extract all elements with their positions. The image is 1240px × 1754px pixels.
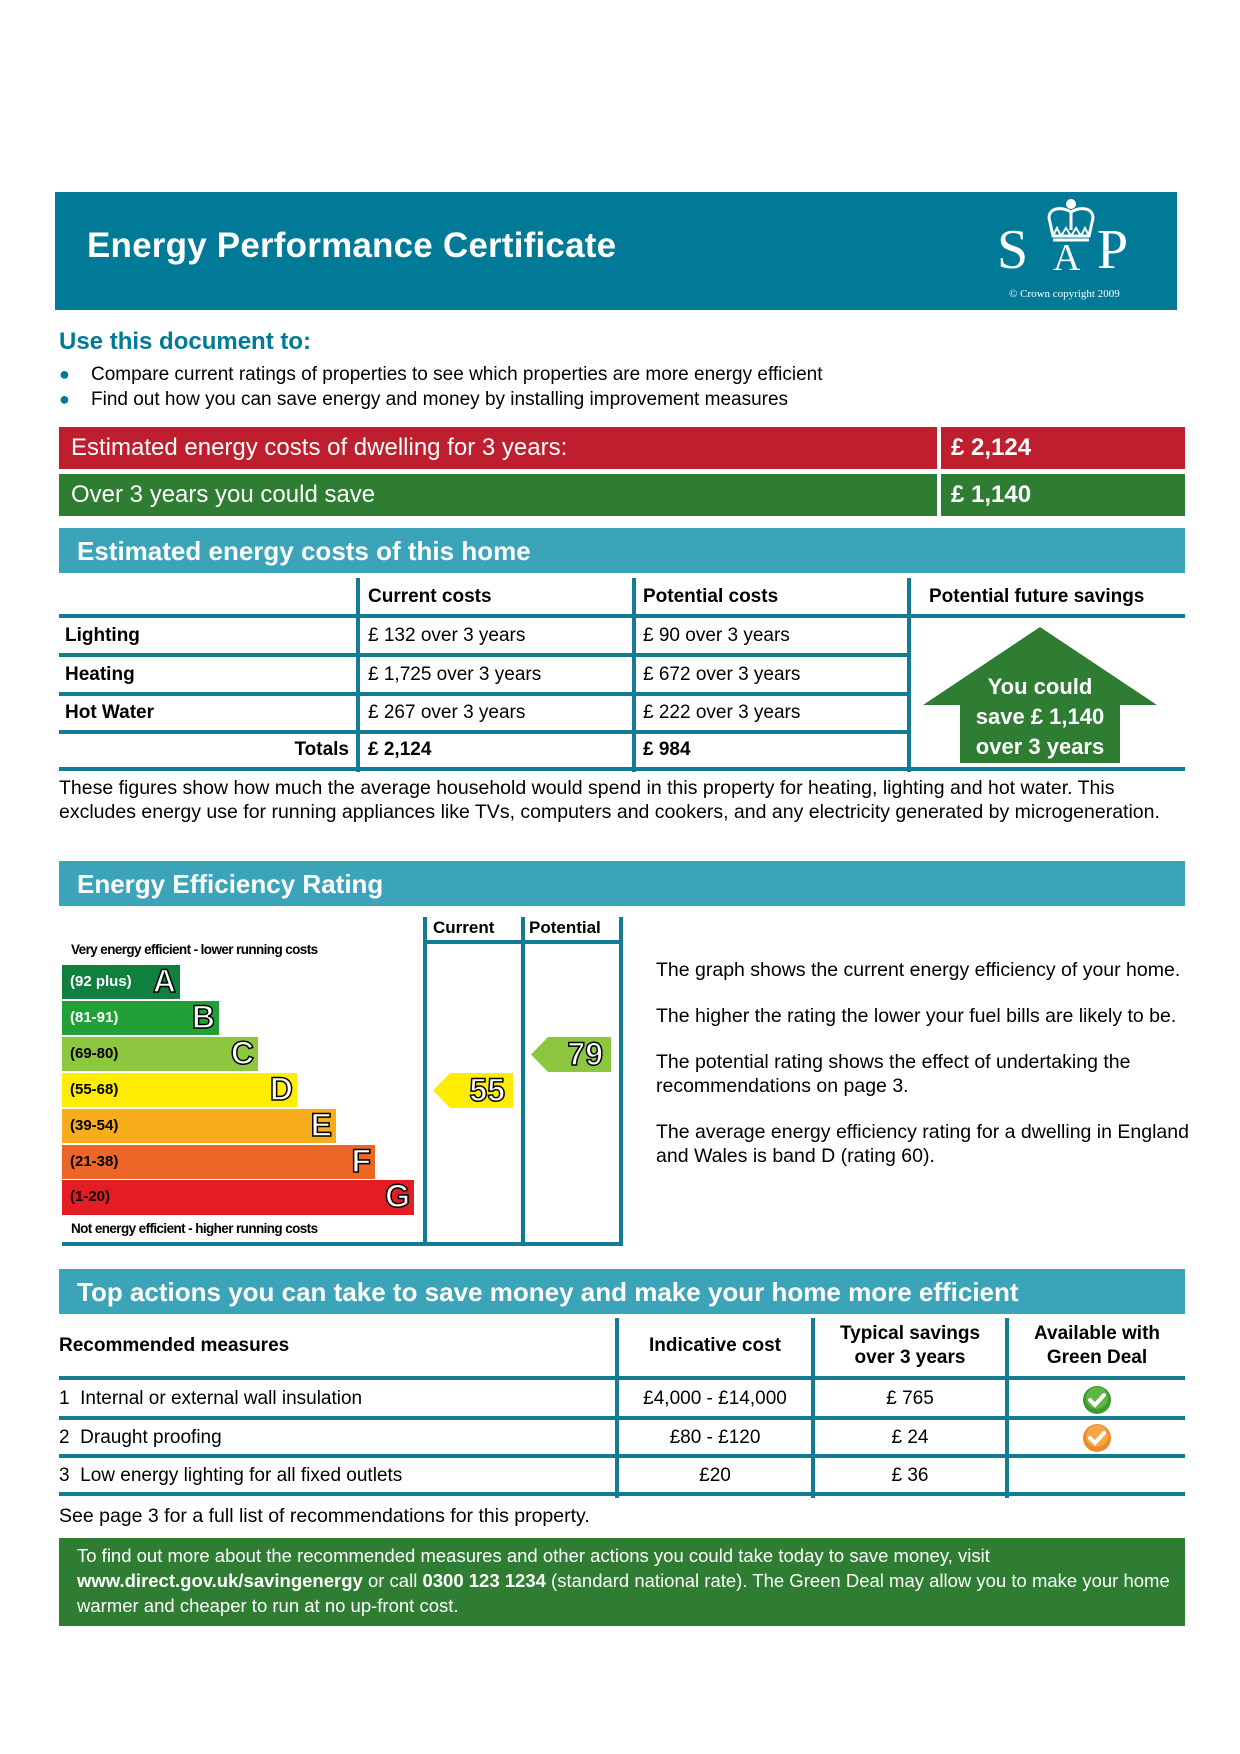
bullet-text: Find out how you can save energy and money by installing improvement measures	[91, 389, 789, 410]
logo-letter-p: P	[1097, 219, 1129, 281]
green-deal-header-line: Available with	[1034, 1323, 1160, 1344]
more-info-box	[59, 1538, 1185, 1626]
rating-section-header	[59, 861, 1185, 906]
band-range: (55-68)	[70, 1080, 119, 1098]
band-range: (39-54)	[70, 1116, 119, 1134]
band-letter: B	[191, 998, 215, 1035]
rating-band-c	[62, 1034, 258, 1071]
row-current: £ 1,725 over 3 years	[368, 664, 542, 685]
savingenergy-link[interactable]: www.direct.gov.uk/savingenergy	[77, 1570, 363, 1591]
explanation-paragraph: The average energy efficiency rating for a dwelling in England and Wales is band D (rating 60).	[656, 1121, 1189, 1167]
band-letter: A	[152, 963, 176, 999]
band-letter: D	[269, 1070, 293, 1107]
band-letter: E	[310, 1106, 332, 1143]
measure-cost: £4,000 - £14,000	[643, 1388, 787, 1409]
col-header-current: Current costs	[368, 586, 492, 607]
col-header-savings	[815, 1322, 1005, 1370]
estimated-cost-value: £ 2,124	[937, 427, 1185, 469]
measure-name: 3 Low energy lighting for all fixed outlets	[59, 1465, 403, 1486]
col-potential-label: Potential	[529, 918, 601, 937]
row-potential: £ 222 over 3 years	[643, 702, 801, 723]
table-rule	[59, 1454, 1185, 1458]
green-check-icon	[1082, 1385, 1112, 1415]
bullet-icon: ●	[59, 364, 70, 384]
chart-column-border	[423, 917, 427, 1246]
bullet-item	[59, 364, 823, 386]
potential-savings-value: £ 1,140	[937, 474, 1185, 516]
rating-band-e	[62, 1106, 336, 1143]
band-letter: F	[351, 1142, 371, 1179]
costs-note: These figures show how much the average household would spend in this property for heating, lighting and hot water. This excludes energy use for running appliances like TVs, computers and cookers, and any electricity generated by microgeneration.	[59, 777, 1160, 823]
rating-section-title: Energy Efficiency Rating	[77, 869, 384, 899]
col-header-cost: Indicative cost	[649, 1335, 781, 1356]
col-header-measures: Recommended measures	[59, 1335, 290, 1356]
col-header-potential: Potential costs	[643, 586, 779, 607]
band-range: (92 plus)	[70, 973, 132, 990]
band-range: (1-20)	[70, 1188, 111, 1206]
bullet-icon: ●	[59, 389, 70, 409]
rating-band-f	[62, 1142, 375, 1179]
current-rating-arrow	[433, 1073, 513, 1108]
house-line-2: save £ 1,140	[975, 704, 1105, 729]
rating-band-a	[62, 965, 180, 999]
potential-rating-value: 79	[567, 1035, 603, 1072]
rating-band-d	[62, 1070, 297, 1107]
band-letter: C	[230, 1034, 254, 1071]
savings-header-line: Typical savings	[839, 1323, 981, 1344]
logo-letter-s: S	[997, 219, 1029, 281]
table-rule	[59, 1492, 1185, 1496]
measure-savings: £ 765	[886, 1388, 934, 1409]
chart-column-border	[619, 917, 623, 1246]
explanation-paragraph: The potential rating shows the effect of undertaking the recommendations on page 3.	[656, 1051, 1131, 1097]
measure-savings: £ 36	[891, 1465, 929, 1486]
see-page-note: See page 3 for a full list of recommendations for this property.	[59, 1505, 590, 1527]
row-potential: £ 672 over 3 years	[643, 664, 801, 685]
table-rule	[59, 1416, 1185, 1420]
measure-name: 2 Draught proofing	[59, 1427, 222, 1448]
current-rating-value: 55	[469, 1071, 505, 1108]
actions-section-header	[59, 1269, 1185, 1314]
house-line-3: over 3 years	[975, 734, 1105, 759]
more-info-text: To find out more about the recommended measures and other actions you could take today to save money, visit www.direct.gov.uk/savingenergy or call 0300 123 1234 (standard national rate). The Green Deal may allow you to make your home warmer and cheaper to run at no up-front cost.	[77, 1545, 1170, 1616]
phone-number: 0300 123 1234	[422, 1570, 546, 1591]
rating-band-b	[62, 998, 219, 1035]
rating-top-label: Very energy efficient - lower running costs	[71, 942, 318, 957]
savings-header-line: over 3 years	[854, 1347, 966, 1368]
col-header-green-deal	[1009, 1322, 1185, 1370]
logo-copyright: © Crown copyright 2009	[1009, 288, 1120, 300]
rating-explanation	[656, 958, 1196, 1190]
explanation-paragraph: The higher the rating the lower your fuel bills are likely to be.	[656, 1005, 1177, 1027]
table-rule	[59, 614, 1185, 618]
potential-savings-bar	[59, 474, 1185, 516]
band-range: (21-38)	[70, 1152, 119, 1170]
row-label: Lighting	[65, 625, 140, 646]
potential-rating-arrow	[531, 1037, 611, 1072]
table-rule	[59, 692, 911, 696]
measure-name: 1 Internal or external wall insulation	[59, 1388, 363, 1409]
sap-logo	[997, 198, 1147, 306]
savings-house	[920, 625, 1160, 770]
green-deal-header-line: Green Deal	[1046, 1347, 1148, 1368]
totals-label: Totals	[294, 739, 349, 760]
chart-column-border	[521, 917, 525, 1246]
band-letter: G	[385, 1178, 410, 1215]
use-document-heading: Use this document to:	[59, 328, 312, 355]
col-header-savings: Potential future savings	[929, 586, 1145, 607]
costs-section-title: Estimated energy costs of this home	[77, 536, 531, 566]
measure-cost: £80 - £120	[669, 1427, 761, 1448]
measure-savings: £ 24	[891, 1427, 929, 1448]
rating-band-g	[62, 1180, 414, 1214]
potential-savings-label: Over 3 years you could save	[71, 481, 376, 508]
costs-section-header	[59, 528, 1185, 573]
orange-check-icon	[1082, 1423, 1112, 1453]
logo-letter-a: A	[1053, 237, 1081, 279]
row-label: Hot Water	[65, 702, 155, 723]
band-range: (69-80)	[70, 1044, 119, 1062]
explanation-paragraph: The graph shows the current energy efficiency of your home.	[656, 959, 1181, 981]
actions-section-title: Top actions you can take to save money and make your home more efficient	[77, 1277, 1019, 1307]
table-divider	[632, 578, 636, 772]
recommended-measures-table	[59, 1318, 1185, 1498]
table-rule	[59, 1376, 1185, 1380]
table-rule	[59, 730, 911, 734]
house-line-1: You could	[987, 674, 1093, 699]
row-current: £ 267 over 3 years	[368, 702, 526, 723]
chart-rule	[423, 940, 623, 944]
chart-rule	[62, 1242, 623, 1246]
certificate-header	[55, 192, 1177, 310]
estimated-cost-bar	[59, 427, 1185, 469]
row-label: Heating	[65, 664, 135, 685]
col-current-label: Current	[433, 918, 495, 937]
band-range: (81-91)	[70, 1008, 119, 1026]
table-divider	[356, 578, 360, 772]
rating-bottom-label: Not energy efficient - higher running costs	[71, 1221, 318, 1236]
table-divider	[907, 578, 911, 772]
estimated-cost-label: Estimated energy costs of dwelling for 3 years:	[71, 434, 568, 461]
totals-current: £ 2,124	[368, 739, 432, 760]
page-title: Energy Performance Certificate	[87, 226, 617, 265]
energy-rating-chart	[59, 910, 639, 1250]
bullet-text: Compare current ratings of properties to see which properties are more energy efficient	[91, 364, 823, 385]
row-current: £ 132 over 3 years	[368, 625, 526, 646]
totals-potential: £ 984	[643, 739, 691, 760]
table-rule	[59, 653, 911, 657]
bullet-item	[59, 389, 788, 411]
row-potential: £ 90 over 3 years	[643, 625, 790, 646]
measure-cost: £20	[699, 1465, 731, 1486]
